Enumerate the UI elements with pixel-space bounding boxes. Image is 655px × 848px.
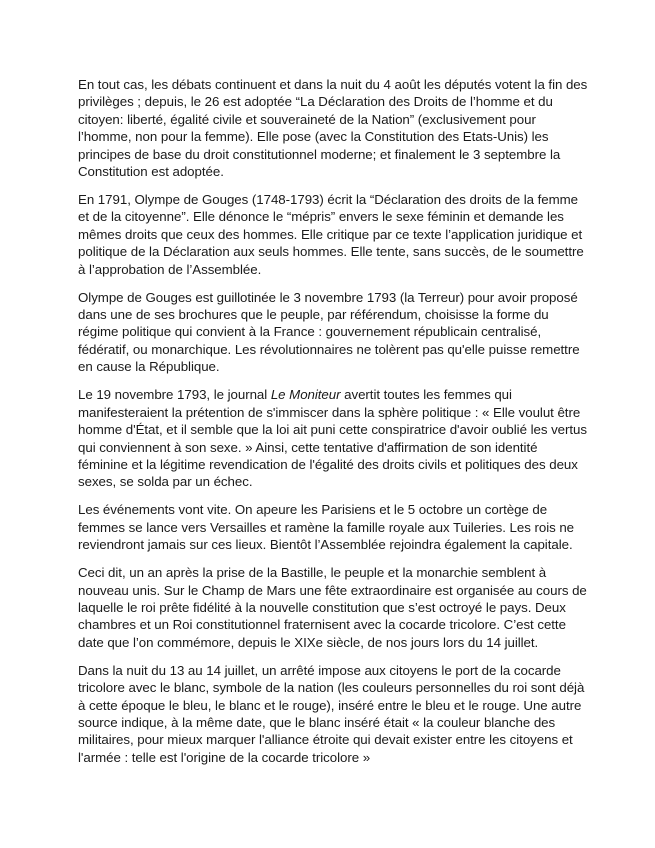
newspaper-title: Le Moniteur bbox=[270, 387, 341, 403]
paragraph-le-moniteur bbox=[78, 386, 588, 490]
paragraph-cocarde-tricolore: Dans la nuit du 13 au 14 juillet, un arrêté impose aux citoyens le port de la cocarde tricolore avec le blanc, symbole de la nation (les couleurs personnelles du roi sont déjà à cette époque le bleu, le blanc et le rouge), inséré entre le bleu et le rouge. Une autre source indique, à la même date, que le blanc inséré était « la couleur blanche des militaires, pour mieux marquer l'alliance étroite qui devait exister entre les citoyens et l'armée : telle est l'origine de la cocarde tricolore » bbox=[78, 662, 585, 765]
paragraph-fete-champ-de-mars: Ceci dit, un an après la prise de la Bastille, le peuple et la monarchie semblent à nouveau unis. Sur le Champ de Mars une fête extraordinaire est organisée au cours de laquelle le roi prête fidélité à la nouvelle constitution que s’est octroyé le pays. Deux chambres et un Roi constitutionnel fraternisent avec la cocarde tricolore. C’est cette date que l’on commémore, depuis le XIXe siècle, de nos jours lors du 14 juillet. bbox=[78, 565, 587, 650]
document-page bbox=[78, 76, 588, 777]
paragraph-olympe-guillotinee: Olympe de Gouges est guillotinée le 3 novembre 1793 (la Terreur) pour avoir proposé dans une de ses brochures que le peuple, par référendum, choisisse la forme du régime politique qui convient à la France : gouvernement républicain centralisé, fédératif, ou monarchique. Les révolutionnaires ne tolèrent pas qu'elle puisse remettre en cause la République. bbox=[78, 289, 580, 375]
paragraph-evenements-versailles: Les événements vont vite. On apeure les Parisiens et le 5 octobre un cortège de femmes se lance vers Versailles et ramène la famille royale aux Tuileries. Les rois ne reviendront jamais sur ces lieux. Bientôt l’Assemblée rejoindra également la capitale. bbox=[78, 502, 575, 553]
paragraph-olympe-de-gouges-1791: En 1791, Olympe de Gouges (1748-1793) écrit la “Déclaration des droits de la femme et de la citoyenne”. Elle dénonce le “mépris” envers le sexe féminin et demande les mêmes droits que ceux des hommes. Elle critique par ce texte l’application juridique et politique de la Déclaration aux seuls hommes. Elle tente, sans succès, de le soumettre à l’approbation de l’Assemblée. bbox=[78, 192, 584, 277]
paragraph-declaration-droits-homme: En tout cas, les débats continuent et dans la nuit du 4 août les députés votent la fin des privilèges ; depuis, le 26 est adoptée “La Déclaration des Droits de l’homme et du citoyen: liberté, égalité civile et souveraineté de la Nation” (exclusivement pour l’homme, non pour la femme). Elle pose (avec la Constitution des Etats-Unis) les principes de base du droit constitutionnel moderne; et finalement le 3 septembre la Constitution est adoptée. bbox=[78, 77, 588, 180]
paragraph-le-moniteur-after: avertit toutes les femmes qui manifesteraient la prétention de s'immiscer dans la sphère politique : « Elle voulut être homme d'État, et il semble que la loi ait puni cette conspiratrice d'avoir oublié les vertus qui conviennent à son sexe. » Ainsi, cette tentative d'affirmation de son identité féminine et la légitime revendication de l'égalité des droits civils et politiques des deux sexes, se solda par un échec. bbox=[78, 387, 587, 490]
paragraph-le-moniteur-before: Le 19 novembre 1793, le journal bbox=[78, 387, 271, 403]
